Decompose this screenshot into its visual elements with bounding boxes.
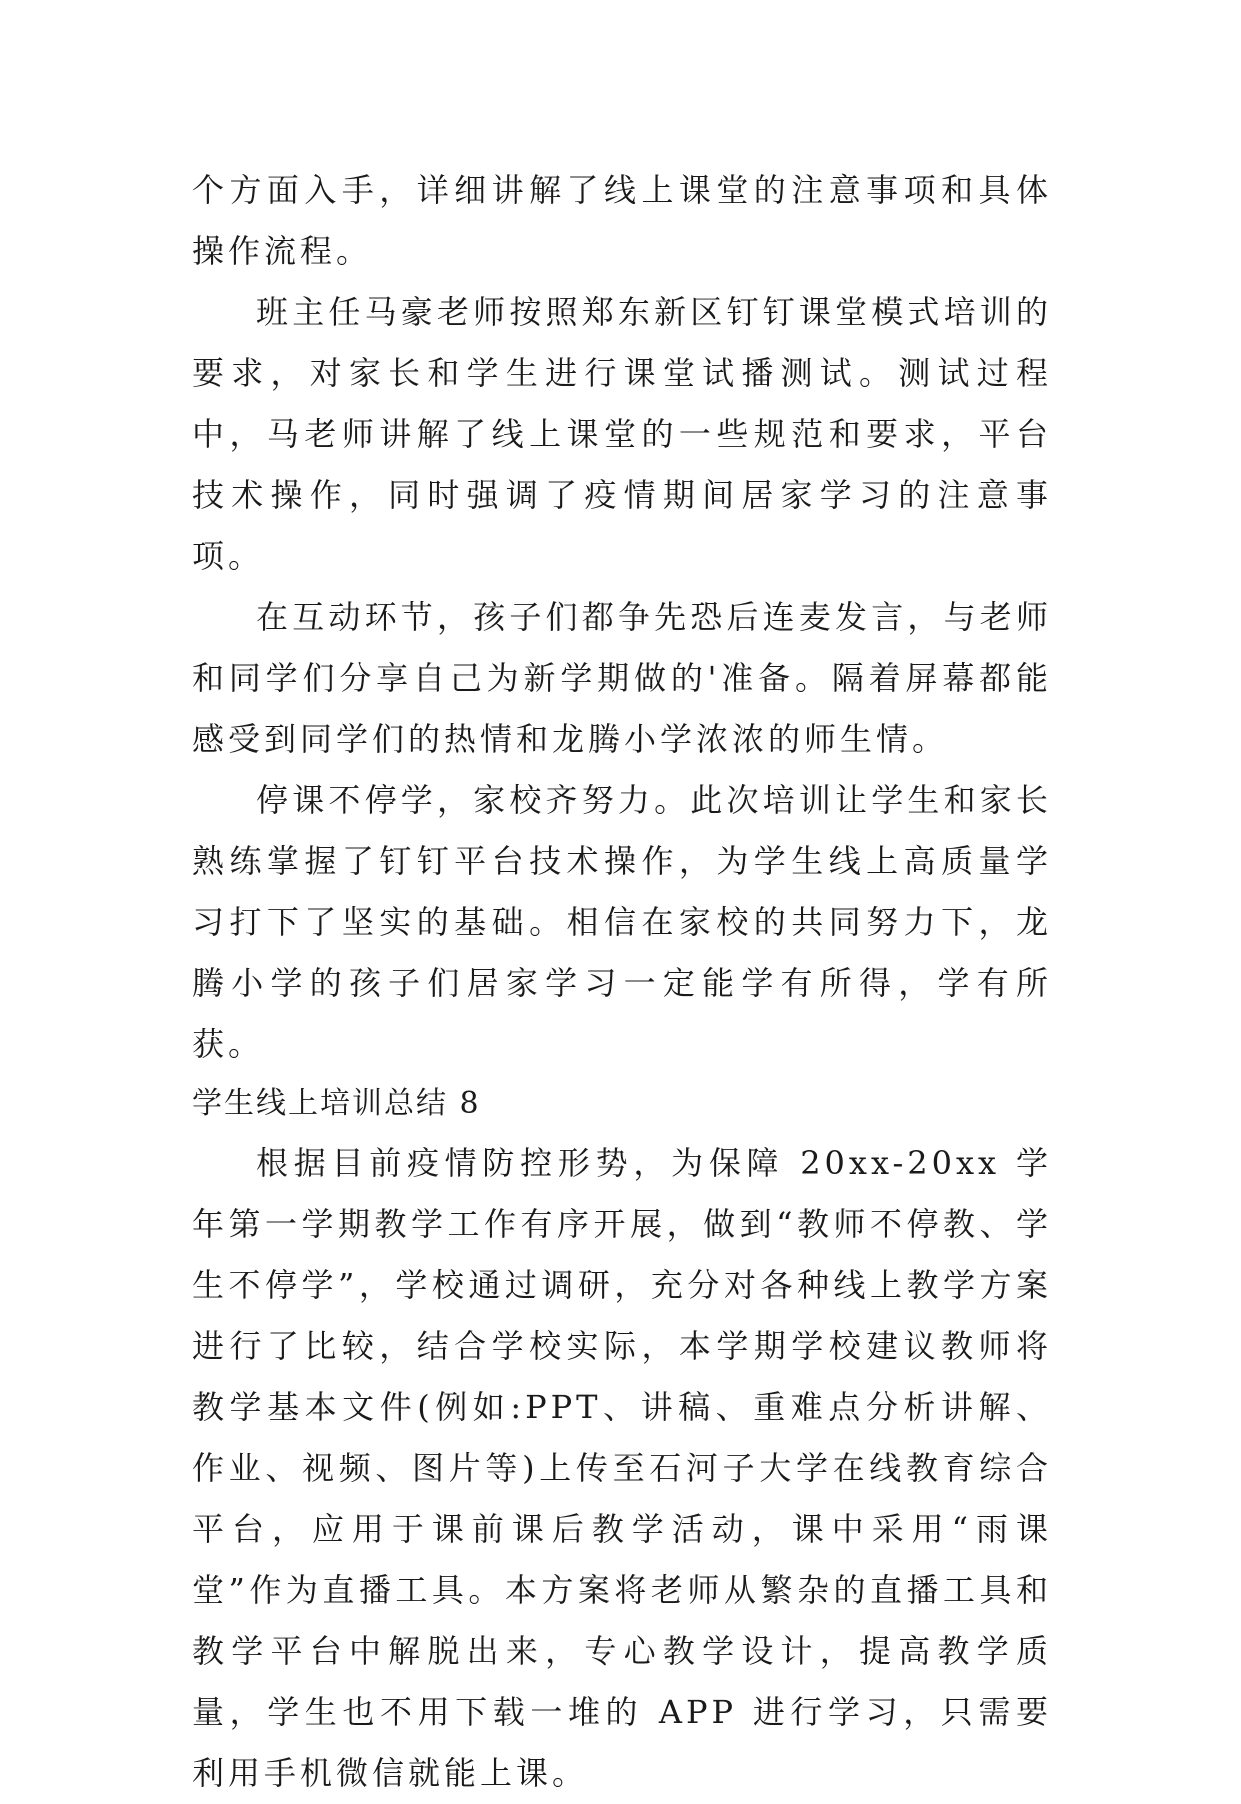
- paragraph-interaction: 在互动环节，孩子们都争先恐后连麦发言，与老师和同学们分享自己为新学期做的'准备。隔着屏幕都能感受到同学们的热情和龙腾小学浓浓的师生情。: [192, 598, 1052, 758]
- paragraph-teacher-test: 班主任马豪老师按照郑东新区钉钉课堂模式培训的要求，对家长和学生进行课堂试播测试。测试过程中，马老师讲解了线上课堂的一些规范和要求，平台技术操作，同时强调了疫情期间居家学习的注意事项。: [192, 293, 1052, 575]
- section-heading: 学生线上培训总结 8: [192, 1086, 481, 1121]
- document-body: [192, 160, 1052, 1804]
- paragraph-conclusion: 停课不停学，家校齐努力。此次培训让学生和家长熟练掌握了钉钉平台技术操作，为学生线上高质量学习打下了坚实的基础。相信在家校的共同努力下，龙腾小学的孩子们居家学习一定能学有所得，学有所获。: [192, 781, 1052, 1063]
- paragraph-continued: 个方面入手，详细讲解了线上课堂的注意事项和具体操作流程。: [192, 171, 1052, 270]
- paragraph-section-8: 根据目前疫情防控形势，为保障 20xx-20xx 学年第一学期教学工作有序开展，做到“教师不停教、学生不停学”，学校通过调研，充分对各种线上教学方案进行了比较，结合学校实际，本学期学校建议教师将教学基本文件(例如:PPT、讲稿、重难点分析讲解、作业、视频、图片等)上传至石河子大学在线教育综合平台，应用于课前课后教学活动，课中采用“雨课堂”作为直播工具。本方案将老师从繁杂的直播工具和教学平台中解脱出来，专心教学设计，提高教学质量，学生也不用下载一堆的 APP 进行学习，只需要利用手机微信就能上课。: [192, 1144, 1052, 1792]
